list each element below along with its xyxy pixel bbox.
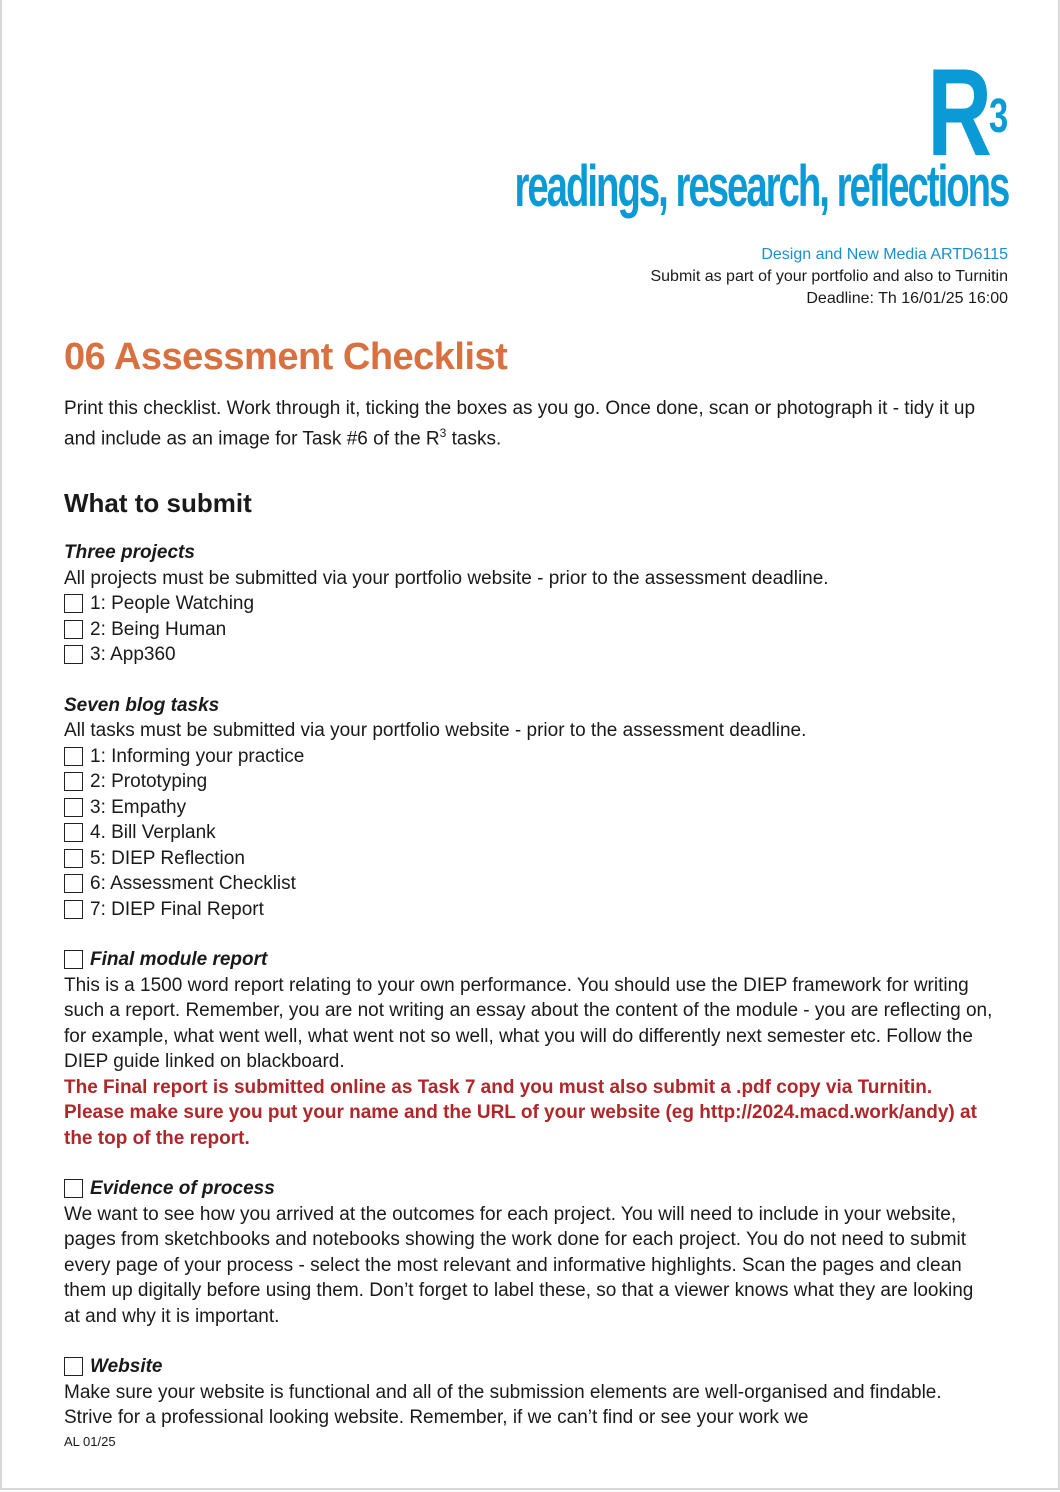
evidence-section	[64, 1176, 994, 1329]
checklist-item[interactable]: Evidence of process	[64, 1176, 994, 1202]
checklist-item[interactable]: 7: DIEP Final Report	[64, 897, 994, 923]
final-report-notice: The Final report is submitted online as Task 7 and you must also submit a .pdf copy via Turnitin. Please make sure you put your name and the URL of your website (eg http://2024.macd.work/andy) at the top of the report.	[64, 1076, 977, 1149]
checkbox[interactable]	[64, 620, 83, 639]
checklist-item[interactable]: 2: Prototyping	[64, 769, 994, 795]
r3-logo	[260, 44, 1008, 219]
final-report-section	[64, 947, 994, 1151]
logo-letter: R	[927, 44, 989, 182]
page-title: 06 Assessment Checklist	[64, 336, 508, 378]
blog-tasks-heading: Seven blog tasks	[64, 694, 220, 716]
final-report-body: This is a 1500 word report relating to your own performance. You should use the DIEP framework for writing such a report. Remember, you are not writing an essay about the content of the module - you are reflecting on, for example, what went well, what went not so well, what you will do differently next semester etc. Follow the DIEP guide linked on blackboard.	[64, 974, 993, 1072]
logo-superscript: 3	[988, 90, 1008, 143]
checkbox[interactable]	[64, 747, 83, 766]
checkbox[interactable]	[64, 950, 83, 969]
checkbox[interactable]	[64, 1179, 83, 1198]
checklist-item[interactable]: 1: Informing your practice	[64, 744, 994, 770]
checklist-item[interactable]: 4. Bill Verplank	[64, 820, 994, 846]
checkbox[interactable]	[64, 772, 83, 791]
document-meta	[650, 244, 1008, 310]
deadline: Deadline: Th 16/01/25 16:00	[806, 290, 1008, 307]
website-body: Make sure your website is functional and all of the submission elements are well-organised and findable. Strive for a professional looking website. Remember, if we can’t find or see your work we	[64, 1381, 942, 1428]
footer-code: AL 01/25	[64, 1434, 116, 1449]
projects-description: All projects must be submitted via your portfolio website - prior to the assessment deadline.	[64, 567, 829, 589]
checkbox[interactable]	[64, 900, 83, 919]
checklist-item[interactable]: 2: Being Human	[64, 617, 994, 643]
blog-tasks-description: All tasks must be submitted via your portfolio website - prior to the assessment deadline.	[64, 720, 807, 741]
checklist-item[interactable]: 3: App360	[64, 642, 994, 668]
website-section	[64, 1354, 994, 1431]
blog-tasks-section	[64, 693, 994, 923]
main-content	[64, 486, 994, 1456]
logo-tagline: readings, research, reflections	[514, 154, 1008, 219]
checkbox[interactable]	[64, 594, 83, 613]
submit-note: Submit as part of your portfolio and also to Turnitin	[650, 268, 1008, 285]
checklist-item[interactable]: 1: People Watching	[64, 591, 994, 617]
checkbox[interactable]	[64, 874, 83, 893]
checklist-item[interactable]: Website	[64, 1354, 994, 1380]
checkbox[interactable]	[64, 849, 83, 868]
checkbox[interactable]	[64, 823, 83, 842]
checkbox[interactable]	[64, 1357, 83, 1376]
checklist-item[interactable]: 6: Assessment Checklist	[64, 871, 994, 897]
checklist-item[interactable]: 3: Empathy	[64, 795, 994, 821]
checkbox[interactable]	[64, 798, 83, 817]
checklist-item[interactable]: Final module report	[64, 947, 994, 973]
projects-heading: Three projects	[64, 542, 195, 563]
course-name: Design and New Media ARTD6115	[761, 246, 1008, 263]
evidence-body: We want to see how you arrived at the outcomes for each project. You will need to include in your website, pages from sketchbooks and notebooks showing the work done for each project. You do not need to submit every page of your process - select the most relevant and informative highlights. Scan the pages and clean them up digitally before using them. Don’t forget to label these, so that a viewer knows what they are looking at and why it is important.	[64, 1203, 974, 1327]
checklist-item[interactable]: 5: DIEP Reflection	[64, 846, 994, 872]
section-heading: What to submit	[64, 488, 252, 518]
projects-section	[64, 540, 994, 668]
checkbox[interactable]	[64, 645, 83, 664]
intro-text: Print this checklist. Work through it, ticking the boxes as you go. Once done, scan or photograph it - tidy it up and include as an image for Task #6 of the $R^3$ tasks.	[64, 398, 976, 450]
